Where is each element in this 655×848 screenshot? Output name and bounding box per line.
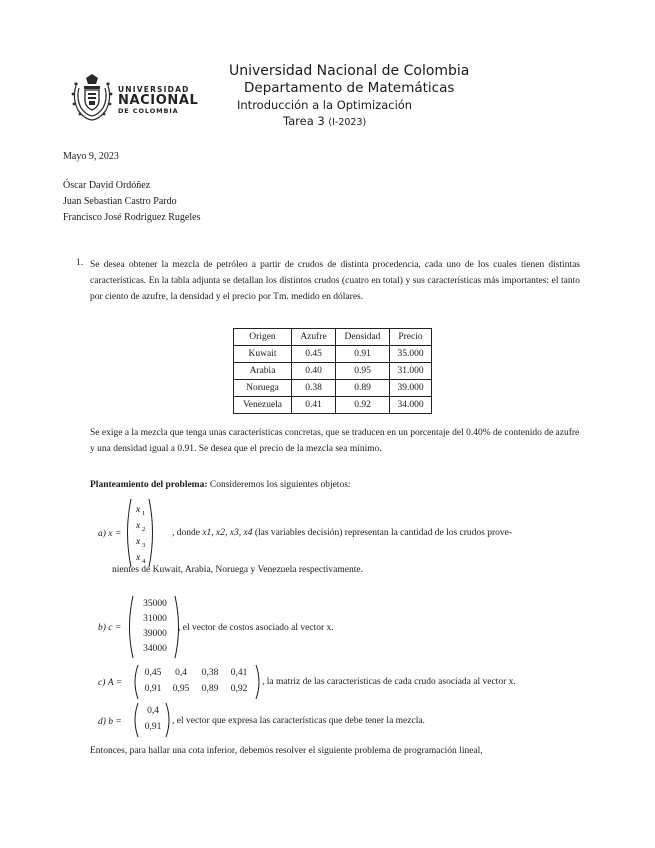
table-cell: 39.000 [390, 380, 432, 397]
matrix-cell: 0,91 [144, 684, 162, 694]
vector-name: c = [108, 623, 122, 633]
item-c-description: , la matriz de las características de cada crudo asociada al vector x. [262, 677, 516, 687]
subscript: 1 [142, 510, 146, 517]
matrix-name: A = [107, 678, 123, 688]
subscript: 4 [142, 558, 146, 565]
vector-entry: 39000 [143, 629, 167, 639]
table-cell: 0.91 [336, 346, 390, 363]
table-cell: 0.95 [336, 363, 390, 380]
table-header-row [234, 329, 432, 346]
item-a-continuation: nientes de Kuwait, Arabia, Noruega y Venezuela respectivamente. [112, 565, 363, 575]
table-cell: 0.38 [292, 380, 336, 397]
vector-name: x = [108, 529, 122, 539]
item-a-description [172, 527, 582, 540]
assignment-semester: (I-2023) [328, 117, 367, 128]
crude-oil-table [233, 328, 432, 414]
author-name: Juan Sebastian Castro Pardo [63, 196, 177, 207]
item-d-description: , el vector que expresa las características que debe tener la mezcla. [172, 716, 425, 726]
vector-entry: 0,91 [144, 722, 162, 732]
department-name: Departamento de Matemáticas [244, 80, 455, 96]
table-row [234, 380, 432, 397]
matrix-cell: 0,45 [144, 668, 162, 678]
item-a-text-post: (las variables decisión) representan la cantidad de los crudos prove- [252, 528, 513, 538]
author-name: Óscar David Ordóñez [63, 180, 151, 191]
table-header: Azufre [292, 329, 336, 346]
table-cell: 0.89 [336, 380, 390, 397]
item-label: a) [98, 529, 106, 539]
decision-vector-x [110, 497, 170, 569]
cost-vector-c [110, 594, 180, 660]
vector-entry: 35000 [143, 599, 167, 609]
matrix-cell: 0,95 [172, 684, 190, 694]
vector-entry: x [136, 553, 141, 563]
decision-variables: x1, x2, x3, x4 [202, 528, 253, 538]
item-label: b) [98, 623, 106, 633]
characteristics-matrix-a [107, 664, 260, 700]
table-row [234, 397, 432, 414]
vector-entry: x [136, 505, 141, 515]
table-cell: 0.92 [336, 397, 390, 414]
item-label: d) [98, 717, 106, 727]
table-cell: Arabia [234, 363, 292, 380]
table-cell: 31.000 [390, 363, 432, 380]
table-header: Densidad [336, 329, 390, 346]
approach-paragraph [90, 479, 351, 492]
table-cell: 34.000 [390, 397, 432, 414]
table-cell: Kuwait [234, 346, 292, 363]
item-a-text-pre: , donde [172, 528, 203, 538]
vector-entry: 31000 [143, 614, 167, 624]
matrix-cell: 0,38 [201, 668, 219, 678]
item-label: c) [98, 678, 106, 688]
problem-statement: Se desea obtener la mezcla de petróleo a partir de crudos de distinta procedencia, cada uno de los cuales tienen distintas características. En la tabla adjunta se detallan los distintos crudos (cuatro en total) y sus características más importantes: el tanto por ciento de azufre, la densidad y el precio por Tm. medido en dólares. [90, 260, 580, 302]
table-header: Precio [390, 329, 432, 346]
approach-intro: Consideremos los siguientes objetos: [209, 480, 351, 490]
mixture-requirement: Se exige a la mezcla que tenga unas características concretas, que se traducen en un porcentaje del 0.40% de contenido de azufre y una densidad igual a 0.91. Se desea que el precio de la mezcla sea mínimo. [90, 428, 580, 454]
problem-number: 1. [76, 258, 84, 268]
university-logo-wordmark [118, 85, 198, 115]
university-name: Universidad Nacional de Colombia [229, 63, 470, 79]
approach-heading: Planteamiento del problema: [90, 480, 208, 490]
assignment-name: Tarea 3 [283, 114, 325, 128]
requirement-vector-b [110, 702, 172, 738]
subscript: 2 [142, 526, 146, 533]
item-b-description: , el vector de costos asociado al vector x. [178, 623, 334, 633]
table-row [234, 346, 432, 363]
table-cell: 0.41 [292, 397, 336, 414]
matrix-cell: 0,92 [230, 684, 248, 694]
vector-entry: x [136, 521, 141, 531]
table-row [234, 363, 432, 380]
course-name: Introducción a la Optimización [237, 98, 413, 112]
university-seal-icon [70, 72, 114, 122]
subscript: 3 [142, 542, 146, 549]
document-date: Mayo 9, 2023 [63, 151, 119, 162]
matrix-cell: 0,4 [175, 668, 187, 678]
table-cell: 0.45 [292, 346, 336, 363]
table-header: Origen [234, 329, 292, 346]
table-cell: 0.40 [292, 363, 336, 380]
table-cell: Noruega [234, 380, 292, 397]
matrix-cell: 0,41 [230, 668, 248, 678]
vector-name: b = [108, 717, 122, 727]
author-name: Francisco José Rodriguez Rugeles [63, 212, 201, 223]
conclusion-text: Entonces, para hallar una cota inferior, debemos resolver el siguiente problema de programación lineal, [90, 746, 483, 756]
matrix-cell: 0,89 [201, 684, 219, 694]
vector-entry: 0,4 [147, 706, 159, 716]
logo-line-3: DE COLOMBIA [118, 107, 179, 115]
logo-line-2: NACIONAL [118, 93, 199, 108]
vector-entry: x [136, 537, 141, 547]
vector-entry: 34000 [143, 644, 167, 654]
table-cell: 35.000 [390, 346, 432, 363]
table-cell: Venezuela [234, 397, 292, 414]
logo-line-1: UNIVERSIDAD [118, 85, 190, 94]
authors-list [63, 179, 200, 227]
assignment-title [283, 114, 366, 128]
